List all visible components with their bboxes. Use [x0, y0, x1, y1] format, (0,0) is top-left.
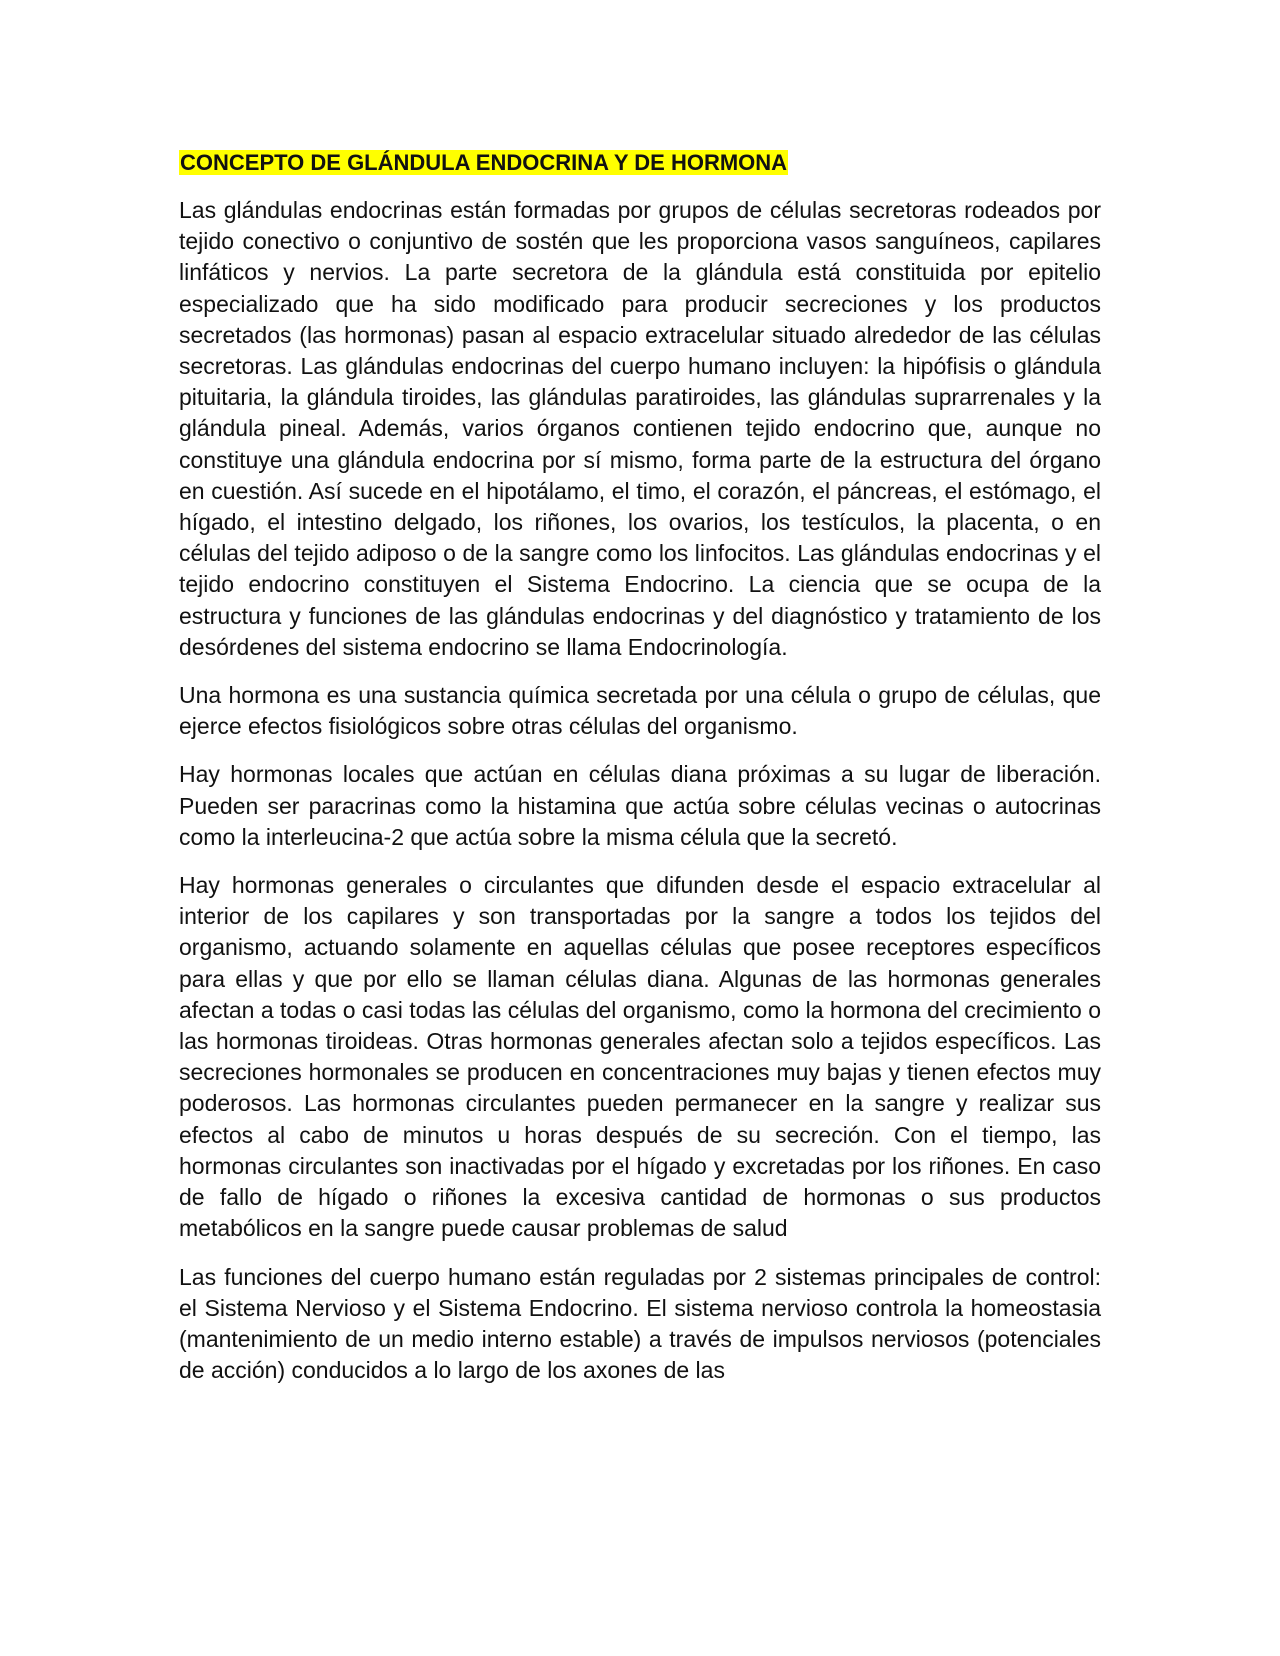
paragraph-local-hormones: Hay hormonas locales que actúan en células diana próximas a su lugar de liberación. Pueden ser paracrinas como la histamina que actúa sobre células vecinas o autocrinas como la interleucina-2 que actúa sobre la misma célula que la secretó.	[179, 761, 1101, 850]
document-heading	[179, 148, 1101, 178]
paragraph-general-hormones: Hay hormonas generales o circulantes que difunden desde el espacio extracelular al interior de los capilares y son transportadas por la sangre a todos los tejidos del organismo, actuando solamente en aquellas células que posee receptores específicos para ellas y que por ello se llaman células diana. Algunas de las hormonas generales afectan a todas o casi todas las células del organismo, como la hormona del crecimiento o las hormonas tiroideas. Otras hormonas generales afectan solo a tejidos específicos. Las secreciones hormonales se producen en concentraciones muy bajas y tienen efectos muy poderosos. Las hormonas circulantes pueden permanecer en la sangre y realizar sus efectos al cabo de minutos u horas después de su secreción. Con el tiempo, las hormonas circulantes son inactivadas por el hígado y excretadas por los riñones. En caso de fallo de hígado o riñones la excesiva cantidad de hormonas o sus productos metabólicos en la sangre puede causar problemas de salud	[179, 872, 1101, 1242]
heading-highlight: CONCEPTO DE GLÁNDULA ENDOCRINA Y DE HORMONA	[180, 150, 788, 175]
paragraph-endocrine-glands: Las glándulas endocrinas están formadas por grupos de células secretoras rodeados por tejido conectivo o conjuntivo de sostén que les proporciona vasos sanguíneos, capilares linfáticos y nervios. La parte secretora de la glándula está constituida por epitelio especializado que ha sido modificado para producir secreciones y los productos secretados (las hormonas) pasan al espacio extracelular situado alrededor de las células secretoras. Las glándulas endocrinas del cuerpo humano incluyen: la hipófisis o glándula pituitaria, la glándula tiroides, las glándulas paratiroides, las glándulas suprarrenales y la glándula pineal. Además, varios órganos contienen tejido endocrino que, aunque no constituye una glándula endocrina por sí mismo, forma parte de la estructura del órgano en cuestión. Así sucede en el hipotálamo, el timo, el corazón, el páncreas, el estómago, el hígado, el intestino delgado, los riñones, los ovarios, los testículos, la placenta, o en células del tejido adiposo o de la sangre como los linfocitos. Las glándulas endocrinas y el tejido endocrino constituyen el Sistema Endocrino. La ciencia que se ocupa de la estructura y funciones de las glándulas endocrinas y del diagnóstico y tratamiento de los desórdenes del sistema endocrino se llama Endocrinología.	[179, 197, 1101, 660]
paragraph-hormone-definition: Una hormona es una sustancia química secretada por una célula o grupo de células, que ejerce efectos fisiológicos sobre otras células del organismo.	[179, 682, 1101, 740]
document-body	[179, 148, 1101, 1403]
paragraph-control-systems: Las funciones del cuerpo humano están reguladas por 2 sistemas principales de control: el Sistema Nervioso y el Sistema Endocrino. El sistema nervioso controla la homeostasia (mantenimiento de un medio interno estable) a través de impulsos nerviosos (potenciales de acción) conducidos a lo largo de los axones de las	[179, 1263, 1101, 1384]
